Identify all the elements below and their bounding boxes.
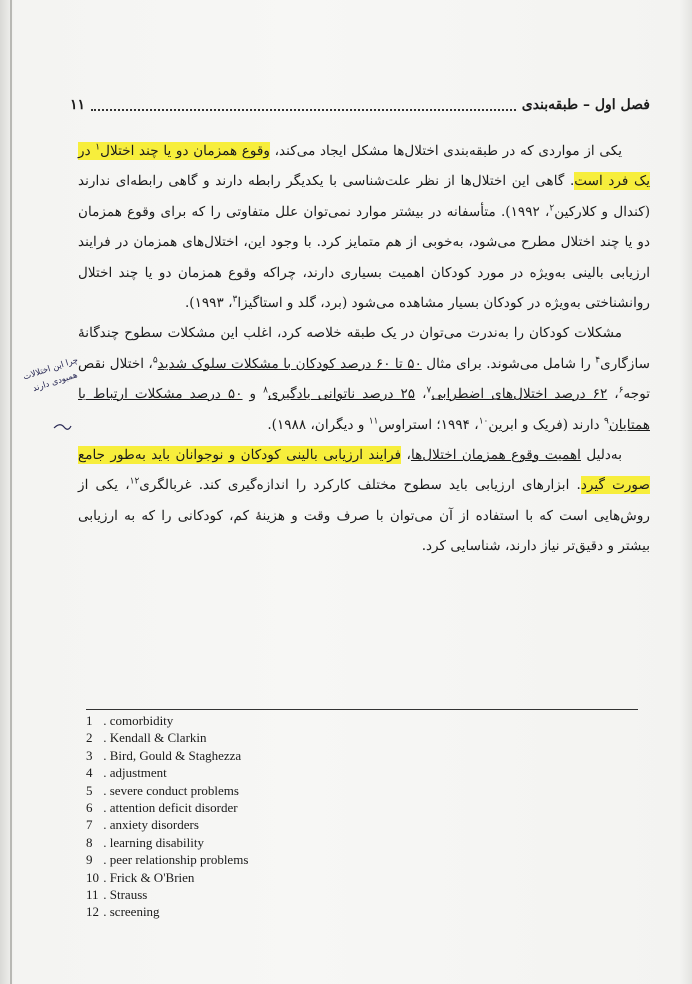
footnote-item: 8 . learning disability [86,834,204,850]
running-header [70,94,650,116]
page-number: ۱۱ [70,97,86,113]
footnote-item: 1 . comorbidity [86,713,174,728]
page-edge-line [10,0,12,984]
highlight-assessment: فرایند ارزیابی بالینی کودکان و نوجوانان باید به‌طور جامع صورت گیرد [78,447,650,494]
handwritten-margin-note: چرا این اختلالات همبودی دارند [22,355,80,395]
footnote-item: 10 . Frick & O'Brien [86,869,195,885]
footnote-item: 11 . Strauss [86,887,148,903]
paragraph-3: به‌دلیل اهمیت وقوع همزمان اختلال‌ها، فرایند ارزیابی بالینی کودکان و نوجوانان باید به‌طور جامع صورت گیرد. ابزارهای ارزیابی باید سطوح مختلف کارکرد را اندازه‌گیری کند. غربالگری$^{۱۲}$، یکی از روش‌هایی است که با استفاده از آن می‌توان با صرف وقت و هزینهٔ کم، کودکانی را که به ارزیابی بیشتر و دقیق‌تر نیاز دارند، شناسایی کرد. [78,447,650,555]
paragraph-2: مشکلات کودکان را به‌ندرت می‌توان در یک طبقه خلاصه کرد، اغلب این مشکلات سطوح چندگانهٔ سازگاری$^۴$ را شامل می‌شوند. برای مثال ۵۰ تا ۶۰ درصد کودکان با مشکلات سلوک شدید$^۵$، اختلال نقص توجه$^۶$، ۶۲ درصد اختلال‌های اضطرابی$^۷$، ۲۵ درصد ناتوانی یادگیری$^۸$ و ۵۰ درصد مشکلات ارتباط با همتایان$^۹$ دارند (فریک و ابرین$^{۱۰}$، ۱۹۹۴؛ استراوس$^{۱۱}$ و دیگران، ۱۹۸۸). [78,325,650,433]
footnote-rule [86,709,638,710]
footnote-item: 5 . severe conduct problems [86,782,239,798]
footnotes-list [86,712,486,921]
chapter-title: فصل اول – طبقه‌بندی [521,97,650,113]
footnote-item: 9 . peer relationship problems [86,852,249,868]
footnote-item: 2 . Kendall & Clarkin [86,730,207,746]
scribble-mark-icon [52,420,72,434]
footnote-item: 6 . attention deficit disorder [86,800,238,816]
footnote-item: 12 . screening [86,904,160,920]
footnote-item: 3 . Bird, Gould & Staghezza [86,747,242,763]
footnote-item: 4 . adjustment [86,765,167,781]
highlight-comorbidity: وقوع همزمان دو یا چند اختلال$^۱$ در یک فرد است [78,142,650,190]
body-text [78,136,650,562]
header-leader-dots [91,99,516,111]
footnote-item: 7 . anxiety disorders [86,817,199,833]
paragraph-1: یکی از مواردی که در طبقه‌بندی اختلال‌ها مشکل ایجاد می‌کند، وقوع همزمان دو یا چند اختلال$^۱$ در یک فرد است. گاهی این اختلال‌ها از نظر علت‌شناسی با یکدیگر رابطه دارند و گاهی رابطه‌ای ندارند (کندال و کلارکین$^۲$، ۱۹۹۲). متأسفانه در بیشتر موارد نمی‌توان علل متفاوتی را که برای وقوع همزمان دو یا چند اختلال مطرح می‌شود، به‌خوبی از هم متمایز کرد. با وجود این، اختلال‌های همزمان در فرایند ارزیابی بالینی به‌ویژه در مورد کودکان اهمیت بسیاری دارند، چراکه وقوع همزمان دو یا چند اختلال روانشناختی به‌ویژه در کودکان بسیار مشاهده می‌شود (برد، گلد و استاگیزا$^۳$، ۱۹۹۳). [78,142,650,312]
